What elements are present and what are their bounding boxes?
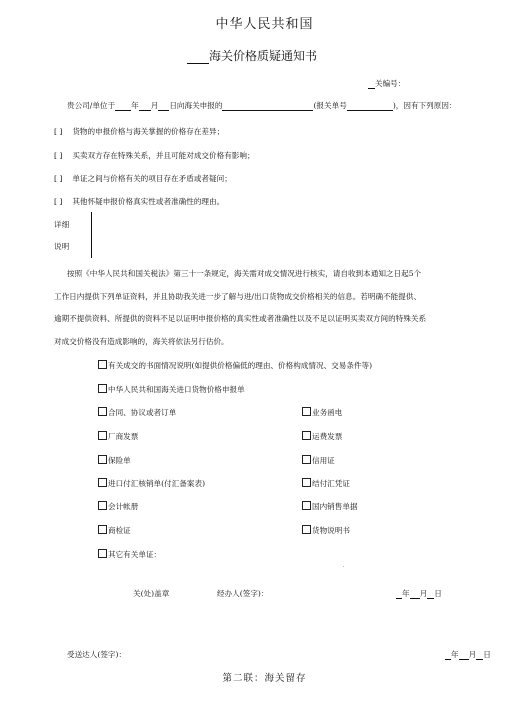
day-blank[interactable] [158,102,169,111]
recipient-date [445,649,491,660]
sign-year-label: 年 [402,589,410,598]
intro-line [67,100,457,111]
copy-label: 第二联：海关留存 [222,673,307,684]
doc-goods-description[interactable]: 货物说明书 [302,525,350,536]
body-line: 逾期不提供资料、所提供的资料不足以证明申报价格的真实性或者准确性以及不足以证明买卖双方间的特殊关系 [54,314,427,323]
doc-freight-invoice[interactable]: 运费发票 [302,431,342,442]
year-blank[interactable] [115,102,131,111]
seal-label: 关(处)盖章 [133,589,170,598]
recipient-day-label: 日 [483,650,491,659]
reason-checkbox[interactable]: [ ] [54,127,63,136]
intro-text-5: (报关单号 [313,101,347,110]
intro-text-4: 日向海关申报的 [169,101,223,110]
reason-item[interactable] [54,126,224,137]
declaration-number-blank[interactable] [347,102,393,111]
doc-inspection-cert[interactable]: 商检证 [98,525,131,536]
body-line: 工作日内提供下列单证资料，并且协助我关进一步了解与进/出口货物成交价格相关的信息。若明确不能提供、 [54,292,422,301]
doc-other[interactable]: 其它有关单证： [98,549,161,560]
reason-text: 买卖双方存在特殊关系，并且可能对成交价格有影响； [72,151,255,160]
body-line: 按照《中华人民共和国关税法》第三十一条规定，海关需对成交情况进行核实，请自收到本通知之日起5个 [67,269,422,278]
reason-checkbox[interactable]: [ ] [54,151,63,160]
reason-item[interactable] [54,196,224,207]
customs-number-line [368,78,405,89]
recipient-month-blank[interactable] [459,651,469,660]
recipient-signature-label[interactable]: 受送达人(签字)： [67,650,127,659]
intro-text-1: 贵公司/单位于 [67,101,116,110]
intro-text-6: )，因有下列原因： [392,101,457,110]
detail-label-2: 说明 [54,242,70,251]
sign-month-label: 月 [419,589,428,598]
sign-day-label: 日 [434,589,442,598]
doc-insurance[interactable]: 保险单 [98,455,131,466]
detail-label-1: 详细 [54,220,70,229]
reason-item[interactable] [54,173,232,184]
handler-signature-label[interactable]: 经办人(签字)： [217,589,269,598]
doc-business-letter[interactable]: 业务函电 [302,407,342,418]
sign-date [396,588,442,599]
reason-checkbox[interactable]: [ ] [54,174,63,183]
subtitle-text: 海关价格质疑通知书 [209,49,318,63]
customs-number-prefix-blank[interactable] [368,80,375,89]
recipient-month-label: 月 [468,650,477,659]
detail-input-area[interactable] [91,212,92,258]
doc-contract[interactable]: 合同、协议或者订单 [98,407,176,418]
customs-name-blank[interactable] [187,51,209,64]
doc-settlement-voucher[interactable]: 结付汇凭证 [302,478,350,489]
doc-payment-verification[interactable]: 进口付汇核销单(付汇备案表) [98,478,205,489]
reason-item[interactable] [54,150,255,161]
document-title: 中华人民共和国 [215,17,314,32]
intro-text-2: 年 [131,101,139,110]
scan-speck [343,566,344,567]
recipient-year-label: 年 [451,650,459,659]
reason-text: 货物的申报价格与海关掌握的价格存在差异； [72,127,225,136]
doc-written-explanation[interactable]: 有关成交的书面情况说明(如提供价格偏低的理由、价格构成情况、交易条件等) [98,360,372,371]
reason-checkbox[interactable]: [ ] [54,197,63,206]
doc-letter-of-credit[interactable]: 信用证 [302,455,335,466]
reason-text: 其他怀疑申报价格真实性或者准确性的理由。 [72,197,225,206]
sign-month-blank[interactable] [410,590,420,599]
goods-blank[interactable] [222,102,313,111]
document-subtitle [187,47,317,64]
month-blank[interactable] [139,102,151,111]
customs-number-label: 关编号： [375,79,406,88]
reason-text: 单证之间与价格有关的项目存在矛盾或者疑问； [72,174,232,183]
doc-domestic-sales[interactable]: 国内销售单据 [302,501,358,512]
doc-invoice[interactable]: 厂商发票 [98,431,138,442]
body-line: 对成交价格没有造成影响的，海关将依法另行估价。 [54,337,229,346]
doc-price-declaration[interactable]: 中华人民共和国海关进口货物价格申报单 [98,384,245,395]
intro-text-3: 月 [150,101,159,110]
doc-account-books[interactable]: 会计帐册 [98,501,138,512]
